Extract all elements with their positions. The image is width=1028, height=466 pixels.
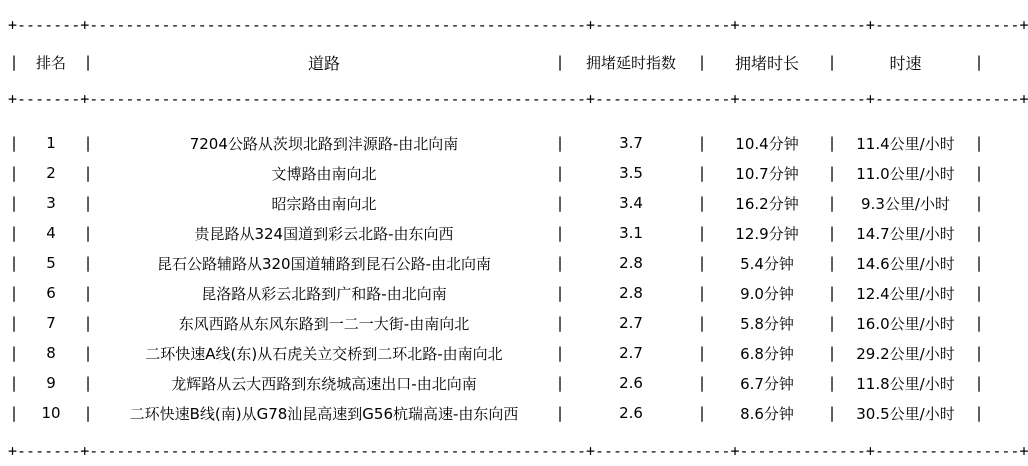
cell-duration: 5.4分钟 [740,254,794,273]
cell-index-wrap [566,308,696,338]
cell-duration-wrap [708,278,826,308]
cell-rank-wrap [20,218,82,248]
cell-index-wrap [566,128,696,158]
row-border-left: | [9,404,19,422]
column-header-speed: 时速 [889,53,922,73]
table-spacer-row [8,114,985,128]
cell-duration-wrap [708,308,826,338]
cell-speed-wrap [838,128,973,158]
row-border-0: | [83,404,93,422]
cell-rank-wrap [20,128,82,158]
row-border-2: | [697,374,707,392]
cell-speed-wrap [838,248,973,278]
cell-rank: 10 [41,404,61,422]
cell-duration: 16.2分钟 [735,194,799,213]
row-border-3: | [827,314,837,332]
cell-rank: 2 [46,164,56,182]
cell-duration: 9.0分钟 [740,284,794,303]
row-border-3: | [827,134,837,152]
cell-rank-wrap [20,188,82,218]
column-header-road: 道路 [307,53,340,73]
cell-duration-wrap [708,398,826,428]
row-border-1: | [555,224,565,242]
cell-index-wrap [566,398,696,428]
table-row [8,158,985,188]
table-row [8,368,985,398]
row-border-1: | [555,53,565,71]
table-row [8,338,985,368]
row-border-0: | [83,314,93,332]
row-border-3: | [827,254,837,272]
ascii-rule-line: +-------+-------------------------------------------------------+---------------+--------------+----------------+ [8,16,1028,34]
row-border-left: | [9,374,19,392]
header-cell-dur [708,40,826,84]
row-border-0: | [83,53,93,71]
cell-rank: 5 [46,254,56,272]
row-border-0: | [83,134,93,152]
congestion-ranking-table [8,10,1028,466]
cell-index: 3.4 [619,194,643,212]
cell-speed: 9.3公里/小时 [861,194,950,213]
column-header-dur: 拥堵时长 [734,53,799,73]
header-cell-speed [838,40,973,84]
spacer-cell [8,114,985,128]
row-border-left: | [9,53,19,71]
row-border-2: | [697,164,707,182]
cell-rank-wrap [20,368,82,398]
row-border-0: | [83,254,93,272]
row-border-4: | [974,194,984,212]
cell-index: 2.7 [619,314,643,332]
header-cell-rank [20,40,82,84]
cell-index: 2.8 [619,254,643,272]
cell-rank: 6 [46,284,56,302]
cell-duration-wrap [708,338,826,368]
cell-speed: 30.5公里/小时 [856,404,955,423]
row-border-3: | [827,164,837,182]
cell-duration: 10.4分钟 [735,134,799,153]
cell-road: 昭宗路由南向北 [271,194,377,213]
table-row [8,398,985,428]
cell-road: 二环快速B线(南)从G78汕昆高速到G56杭瑞高速-由东向西 [129,404,519,423]
row-border-left: | [9,314,19,332]
row-border-3: | [827,374,837,392]
cell-speed-wrap [838,338,973,368]
header-cell-road [94,40,554,84]
cell-duration: 8.6分钟 [740,404,794,423]
row-border-0: | [83,344,93,362]
cell-speed: 29.2公里/小时 [856,344,955,363]
row-border-left: | [9,254,19,272]
table-row [8,218,985,248]
cell-duration-wrap [708,188,826,218]
row-border-4: | [974,164,984,182]
cell-duration: 5.8分钟 [740,314,794,333]
cell-road-wrap [94,398,554,428]
table-row [8,188,985,218]
row-border-4: | [974,284,984,302]
cell-duration-wrap [708,128,826,158]
cell-index-wrap [566,188,696,218]
cell-duration: 6.7分钟 [740,374,794,393]
cell-index-wrap [566,338,696,368]
table-header-row [8,40,985,84]
cell-index: 2.7 [619,344,643,362]
row-border-4: | [974,224,984,242]
cell-road: 贵昆路从324国道到彩云北路-由东向西 [194,224,454,243]
cell-speed: 16.0公里/小时 [856,314,955,333]
row-border-1: | [555,344,565,362]
cell-speed: 11.0公里/小时 [856,164,955,183]
cell-speed-wrap [838,398,973,428]
cell-index: 2.6 [619,404,643,422]
row-border-0: | [83,374,93,392]
ascii-rule-line: +-------+-------------------------------------------------------+---------------+--------------+----------------+ [8,442,1028,460]
cell-rank-wrap [20,308,82,338]
row-border-2: | [697,194,707,212]
cell-speed-wrap [838,158,973,188]
cell-index-wrap [566,368,696,398]
cell-rank: 7 [46,314,56,332]
cell-road: 昆石公路辅路从320国道辅路到昆石公路-由北向南 [156,254,492,273]
row-border-left: | [9,344,19,362]
cell-rank-wrap [20,278,82,308]
cell-road: 昆洛路从彩云北路到广和路-由北向南 [201,284,447,303]
column-header-rank: 排名 [35,53,66,72]
header-cell-index [566,40,696,84]
cell-index: 3.5 [619,164,643,182]
cell-duration-wrap [708,158,826,188]
row-border-2: | [697,344,707,362]
cell-duration: 10.7分钟 [735,164,799,183]
cell-road: 文博路由南向北 [271,164,377,183]
row-border-4: | [974,404,984,422]
row-border-0: | [83,284,93,302]
row-border-0: | [83,164,93,182]
spacer-cell [8,428,985,436]
row-border-0: | [83,224,93,242]
row-border-2: | [697,254,707,272]
table-row [8,278,985,308]
cell-rank-wrap [20,398,82,428]
row-border-2: | [697,284,707,302]
row-border-3: | [827,53,837,71]
cell-speed: 12.4公里/小时 [856,284,955,303]
cell-road-wrap [94,158,554,188]
table-rule [8,436,985,466]
column-header-index: 拥堵延时指数 [585,53,676,72]
row-border-2: | [697,404,707,422]
cell-speed: 11.4公里/小时 [856,134,955,153]
cell-index: 2.8 [619,284,643,302]
row-border-left: | [9,284,19,302]
cell-road-wrap [94,188,554,218]
cell-road: 7204公路从茨坝北路到沣源路-由北向南 [189,134,459,153]
row-border-4: | [974,314,984,332]
row-border-1: | [555,254,565,272]
table-row [8,248,985,278]
cell-rank-wrap [20,248,82,278]
row-border-left: | [9,164,19,182]
cell-rank: 4 [46,224,56,242]
row-border-1: | [555,374,565,392]
cell-road: 东风西路从东风东路到一二一大街-由南向北 [178,314,470,333]
cell-road-wrap [94,308,554,338]
cell-duration-wrap [708,248,826,278]
row-border-2: | [697,53,707,71]
cell-road-wrap [94,278,554,308]
cell-road-wrap [94,368,554,398]
cell-duration: 6.8分钟 [740,344,794,363]
cell-rank: 1 [46,134,56,152]
row-border-4: | [974,254,984,272]
cell-road-wrap [94,128,554,158]
table-body [8,10,1028,466]
table-row [8,128,985,158]
row-border-4: | [974,344,984,362]
cell-speed: 14.7公里/小时 [856,224,955,243]
cell-speed-wrap [838,188,973,218]
row-border-1: | [555,134,565,152]
row-border-left: | [9,194,19,212]
row-border-left: | [9,224,19,242]
cell-road: 二环快速A线(东)从石虎关立交桥到二环北路-由南向北 [145,344,503,363]
row-border-2: | [697,314,707,332]
cell-index-wrap [566,218,696,248]
cell-rank: 8 [46,344,56,362]
ascii-rule-line: +-------+-------------------------------------------------------+---------------+--------------+----------------+ [8,90,1028,108]
cell-speed-wrap [838,308,973,338]
cell-rank-wrap [20,338,82,368]
row-border-2: | [697,224,707,242]
row-border-3: | [827,284,837,302]
row-border-1: | [555,404,565,422]
row-border-2: | [697,134,707,152]
cell-index-wrap [566,158,696,188]
row-border-1: | [555,164,565,182]
table-rule [8,10,985,40]
cell-index: 3.1 [619,224,643,242]
row-border-4: | [974,53,984,71]
cell-road-wrap [94,218,554,248]
row-border-3: | [827,224,837,242]
cell-index-wrap [566,248,696,278]
row-border-4: | [974,134,984,152]
cell-rank: 3 [46,194,56,212]
row-border-1: | [555,314,565,332]
cell-speed: 11.8公里/小时 [856,374,955,393]
cell-index-wrap [566,278,696,308]
cell-index: 2.6 [619,374,643,392]
cell-speed-wrap [838,218,973,248]
row-border-1: | [555,194,565,212]
cell-speed: 14.6公里/小时 [856,254,955,273]
cell-rank-wrap [20,158,82,188]
row-border-left: | [9,134,19,152]
cell-road-wrap [94,248,554,278]
table-spacer-row [8,428,985,436]
cell-speed-wrap [838,278,973,308]
row-border-4: | [974,374,984,392]
row-border-3: | [827,404,837,422]
row-border-3: | [827,344,837,362]
row-border-0: | [83,194,93,212]
table-rule [8,84,985,114]
cell-speed-wrap [838,368,973,398]
cell-rank: 9 [46,374,56,392]
cell-index: 3.7 [619,134,643,152]
cell-road: 龙辉路从云大西路到东绕城高速出口-由北向南 [171,374,477,393]
cell-duration: 12.9分钟 [735,224,799,243]
table-row [8,308,985,338]
cell-duration-wrap [708,368,826,398]
row-border-3: | [827,194,837,212]
cell-duration-wrap [708,218,826,248]
row-border-1: | [555,284,565,302]
cell-road-wrap [94,338,554,368]
